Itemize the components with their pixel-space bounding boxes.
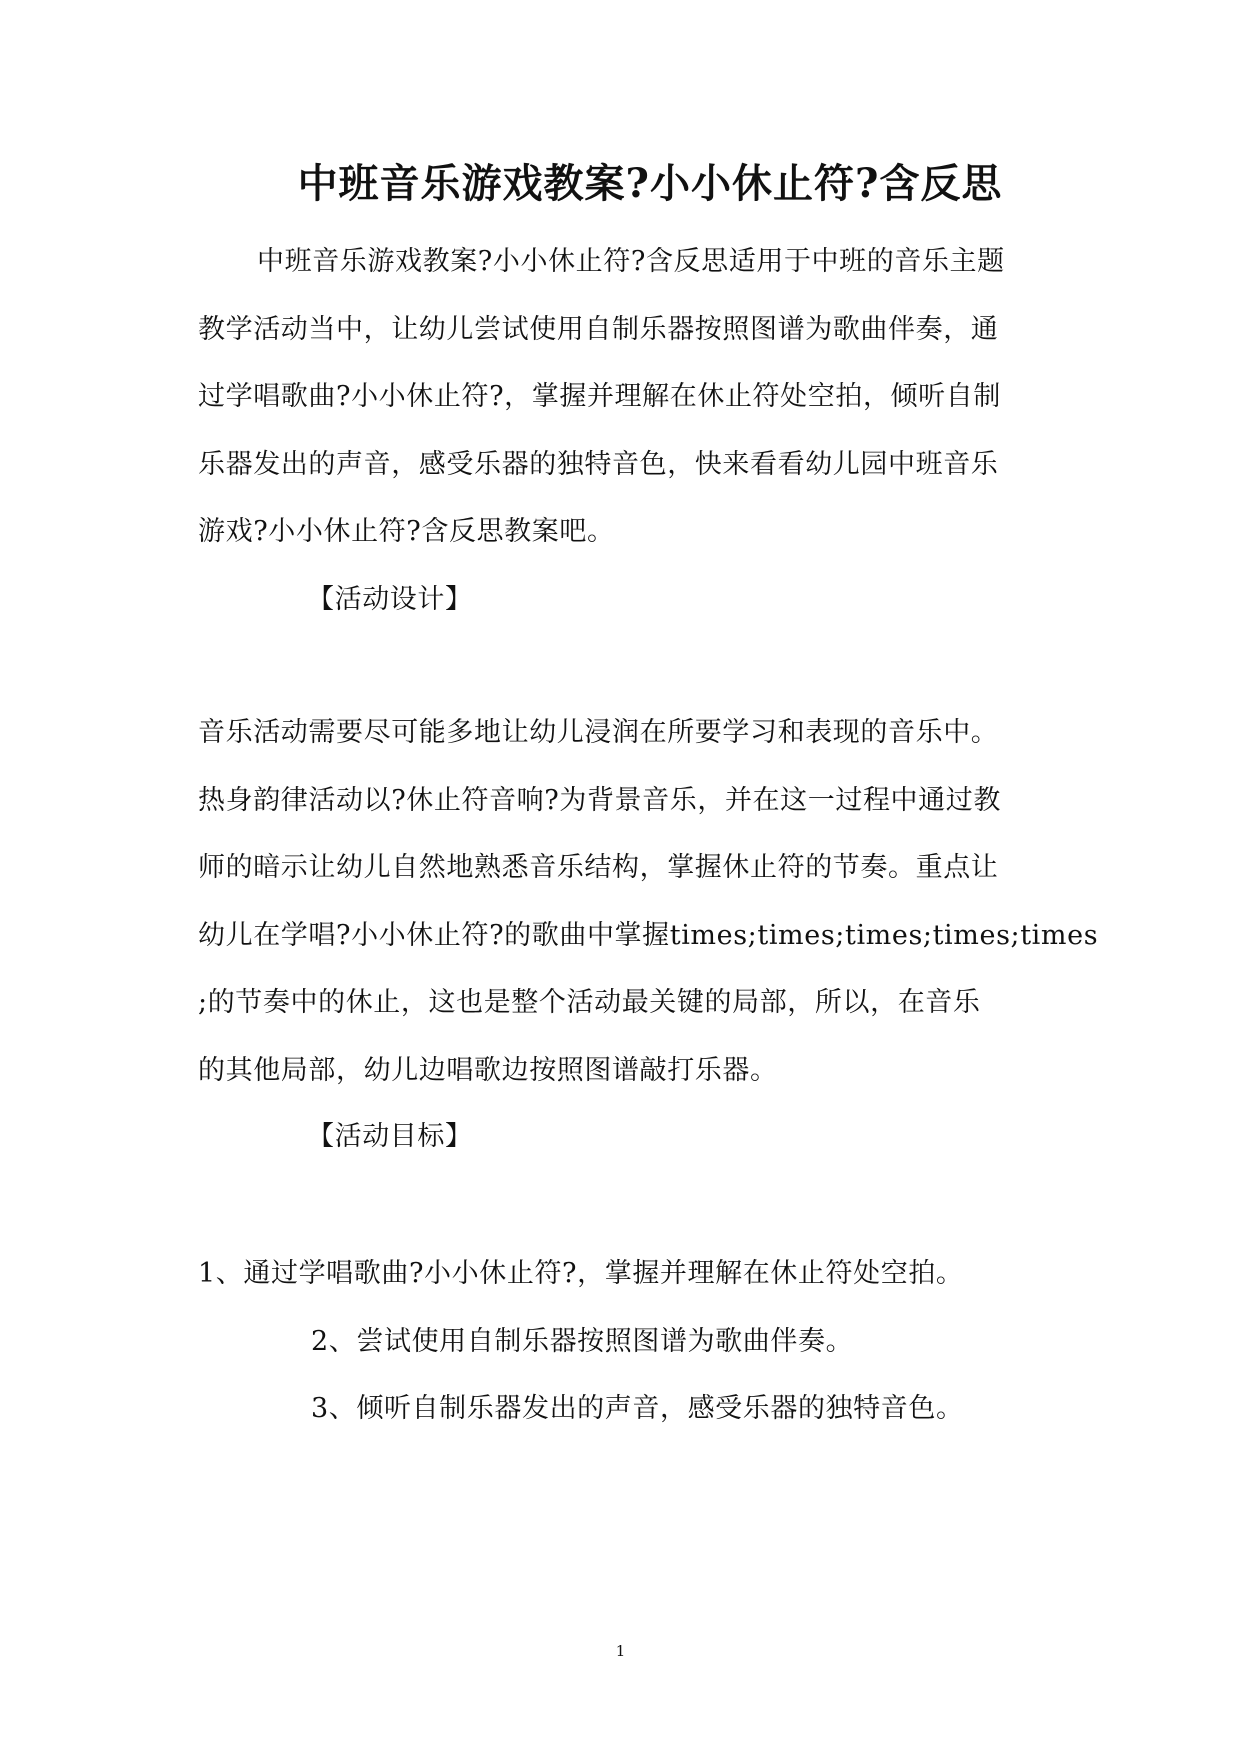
design-line: 的其他局部，幼儿边唱歌边按照图谱敲打乐器。 bbox=[198, 1055, 778, 1086]
goal-item: 1、通过学唱歌曲?小小休止符?，掌握并理解在休止符处空拍。 bbox=[198, 1258, 964, 1289]
goal-item: 3、倾听自制乐器发出的声音，感受乐器的独特音色。 bbox=[311, 1393, 964, 1424]
document-title: 中班音乐游戏教案?小小休止符?含反思 bbox=[297, 160, 1003, 207]
design-line: 师的暗示让幼儿自然地熟悉音乐结构，掌握休止符的节奏。重点让 bbox=[198, 852, 999, 883]
page-number: 1 bbox=[615, 1642, 626, 1660]
design-line: 幼儿在学唱?小小休止符?的歌曲中掌握times;times;times;times;times bbox=[198, 920, 1099, 951]
intro-line: 过学唱歌曲?小小休止符?，掌握并理解在休止符处空拍，倾听自制 bbox=[198, 381, 1001, 412]
goal-item: 2、尝试使用自制乐器按照图谱为歌曲伴奏。 bbox=[311, 1326, 854, 1357]
intro-line: 教学活动当中，让幼儿尝试使用自制乐器按照图谱为歌曲伴奏，通 bbox=[198, 314, 999, 345]
intro-line: 乐器发出的声音，感受乐器的独特音色，快来看看幼儿园中班音乐 bbox=[198, 449, 999, 480]
section-heading-design: 【活动设计】 bbox=[307, 584, 473, 615]
design-line: 热身韵律活动以?休止符音响?为背景音乐，并在这一过程中通过教 bbox=[198, 785, 1001, 816]
design-line: ;的节奏中的休止，这也是整个活动最关键的局部，所以，在音乐 bbox=[198, 987, 981, 1018]
section-heading-goals: 【活动目标】 bbox=[307, 1121, 473, 1152]
intro-line: 游戏?小小休止符?含反思教案吧。 bbox=[198, 516, 615, 547]
intro-line: 中班音乐游戏教案?小小休止符?含反思适用于中班的音乐主题 bbox=[257, 246, 1005, 277]
design-line: 音乐活动需要尽可能多地让幼儿浸润在所要学习和表现的音乐中。 bbox=[198, 717, 999, 748]
